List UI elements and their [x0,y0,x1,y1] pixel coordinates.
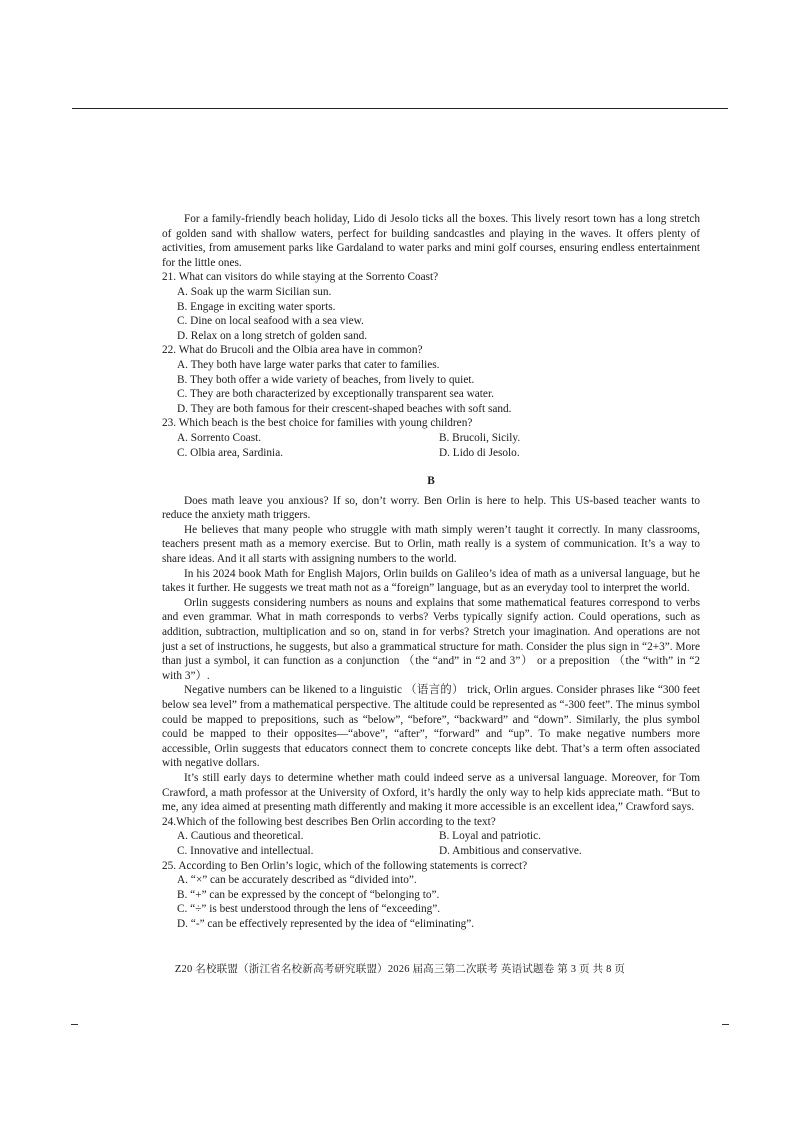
passage-a-paragraph: For a family-friendly beach holiday, Lido di Jesolo ticks all the boxes. This lively resort town has a long stretch of golden sand with shallow waters, perfect for building sandcastles and playing in the waves. It offers plenty of activities, from amusement parks like Gardaland to water parks and mini golf courses, ensuring endless entertainment for the little ones. [162,213,700,269]
question-24 [162,815,700,859]
option-c: C. “÷” is best understood through the lens of “exceeding”. [177,903,441,916]
passage-b-paragraph-4: Orlin suggests considering numbers as nouns and explains that some mathematical features correspond to verbs and even grammar. What in math corresponds to verbs? Verbs typically signify action. Could operations, such as addition, subtraction, multiplication and so on, stand in for verbs? Stretch your imagination. And operations are not just a set of instructions, he suggests, but also a grammatical structure for math. Consider the plus sign in “2+3”. More than just a symbol, it can function as a conjunction （the “and” in “2 and 3”） or a preposition （the “with” in “2 with 3”）. [162,596,700,682]
passage-b-paragraph-6: It’s still early days to determine whether math could indeed serve as a universal language. Moreover, for Tom Crawford, a math professor at the University of Oxford, it’s hardly the only way to help kids appreciate math. “But to me, any idea aimed at presenting math differently and making it more accessible is an excellent idea,” Crawford says. [162,771,700,814]
question-23 [162,416,700,460]
question-25 [162,859,700,932]
option-grid [162,431,700,460]
option-c: C. They are both characterized by exceptionally transparent sea water. [177,388,494,401]
option-list [162,873,700,931]
option-b: B. Engage in exciting water sports. [177,300,336,313]
passage-b-paragraph-2: He believes that many people who struggle with math simply weren’t taught it correctly. In many classrooms, teachers present math as a memory exercise. But to Orlin, math really is a system of communication. It’s a way to share ideas. And it all starts with assigning numbers to the world. [162,523,700,566]
option-a: A. Soak up the warm Sicilian sun. [177,285,332,298]
option-d: D. Lido di Jesolo. [439,446,520,459]
option-a: A. They both have large water parks that cater to families. [177,358,440,371]
question-stem: 24.Which of the following best describes Ben Orlin according to the text? [162,815,496,828]
option-a: A. “×” can be accurately described as “divided into”. [177,874,417,887]
option-d: D. They are both famous for their crescent-shaped beaches with soft sand. [177,402,512,415]
option-grid [162,829,700,858]
crop-mark-left [71,1024,78,1025]
section-b-heading: B [427,475,435,488]
option-d: D. “-” can be effectively represented by the idea of “eliminating”. [177,917,475,930]
option-b: B. They both offer a wide variety of beaches, from lively to quiet. [177,373,475,386]
question-stem: 21. What can visitors do while staying at the Sorrento Coast? [162,271,439,284]
option-c: C. Innovative and intellectual. [177,844,314,857]
option-d: D. Ambitious and conservative. [439,844,582,857]
passage-b-paragraph-3: In his 2024 book Math for English Majors, Orlin builds on Galileo’s idea of math as a universal language, but he takes it further. He suggests we treat math not as a “foreign” language, but as an everyday tool to interpret the world. [162,567,700,595]
option-b: B. Loyal and patriotic. [439,830,541,843]
crop-mark-right [722,1024,729,1025]
option-b: B. “+” can be expressed by the concept of “belonging to”. [177,888,440,901]
option-c: C. Dine on local seafood with a sea view. [177,315,364,328]
question-stem: 22. What do Brucoli and the Olbia area have in common? [162,344,423,357]
page-footer: Z20 名校联盟（浙江省名校新高考研究联盟）2026 届高三第二次联考 英语试题卷 第 3 页 共 8 页 [174,964,626,975]
question-21 [162,270,700,343]
option-a: A. Cautious and theoretical. [177,830,304,843]
option-list [162,285,700,343]
question-22 [162,343,700,416]
passage-b-paragraph-1: Does math leave you anxious? If so, don’t worry. Ben Orlin is here to help. This US-based teacher wants to reduce the anxiety math triggers. [162,494,700,522]
option-a: A. Sorrento Coast. [177,431,262,444]
passage-b-paragraph-5: Negative numbers can be likened to a linguistic （语言的） trick, Orlin argues. Consider phrases like “300 feet below sea level” from a mathematical perspective. The altitude could be represented as “-300 feet”. The minus symbol could be mapped to prepositions, such as “below”, “before”, “backward” and “down”. Similarly, the plus symbol could be mapped to their opposites—“above”, “after”, “forward” and “up”. To make negative numbers more accessible, Orlin suggests that educators connect them to concrete concepts like debt. That’s a term often associated with negative dollars. [162,684,700,770]
question-stem: 23. Which beach is the best choice for families with young children? [162,417,473,430]
header-rule [72,108,728,109]
option-list [162,358,700,416]
page-content [162,212,700,932]
option-d: D. Relax on a long stretch of golden sand. [177,329,368,342]
option-c: C. Olbia area, Sardinia. [177,446,284,459]
question-stem: 25. According to Ben Orlin’s logic, which of the following statements is correct? [162,859,528,872]
option-b: B. Brucoli, Sicily. [439,431,521,444]
